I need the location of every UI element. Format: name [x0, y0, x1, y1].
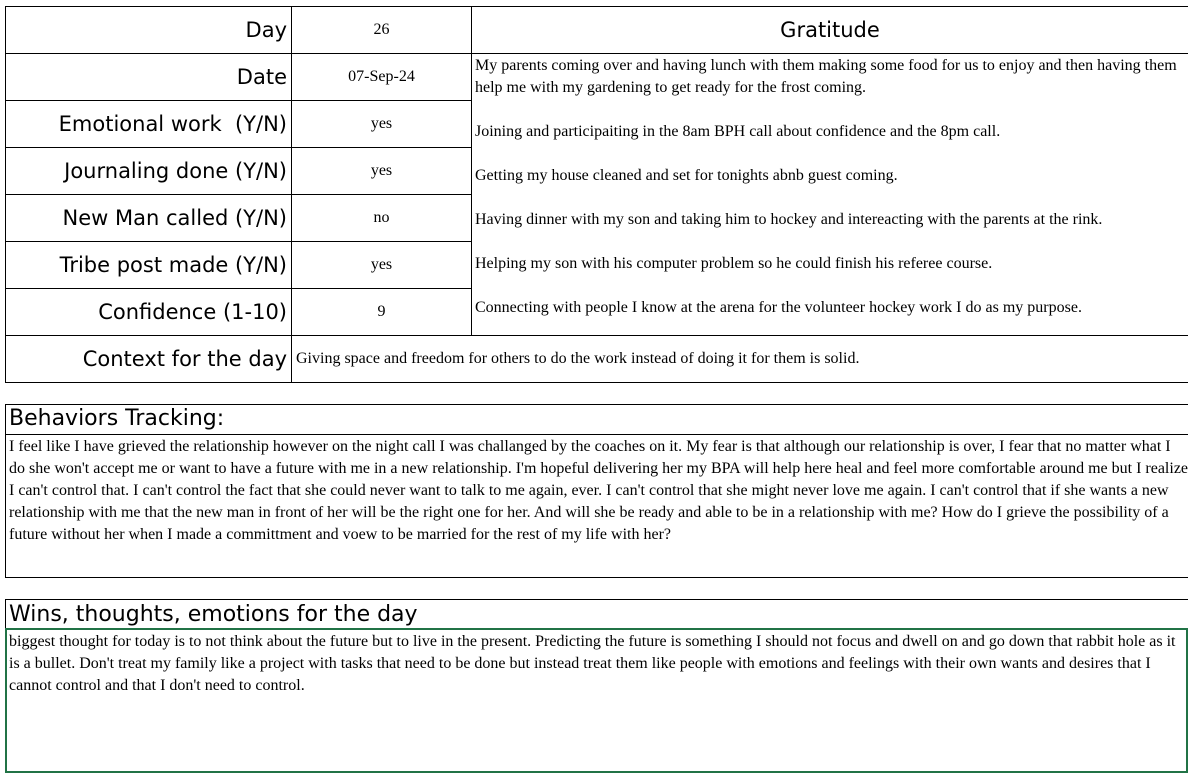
- new-man-called-label: New Man called (Y/N): [62, 206, 287, 230]
- emotional-work-value[interactable]: yes: [370, 115, 393, 132]
- behaviors-text[interactable]: I feel like I have grieved the relationship however on the night call I was challanged by the coaches on it. My fear is that although our relationship is over, I fear that no matter what I do she won't accept me or want to have a future with me in a new relationship. I'm hopeful delivering her my BPA will help here heal and feel more comfortable around me but I realize I can't control that. I can't control the fact that she could never want to talk to me again, ever. I can't control that she might never love me again. I can't control that if she wants a new relationship with me that the new man in front of her will be the right one for her. And will she be ready and able to be in a relationship with me? How do I grieve the possibility of a future without her when I made a committment and voew to be married for the rest of my life with her?: [9, 438, 1189, 543]
- emotional-work-label: Emotional work (Y/N): [58, 112, 287, 136]
- journaling-label: Journaling done (Y/N): [64, 159, 287, 183]
- gratitude-title: Gratitude: [780, 18, 880, 42]
- new-man-called-value[interactable]: no: [373, 209, 390, 226]
- context-value[interactable]: Giving space and freedom for others to do the work instead of doing it for them is solid.: [296, 350, 860, 367]
- wins-text[interactable]: biggest thought for today is to not think about the future but to live in the present. Predicting the future is something I should not focus and dwell on and go down that rabbit hole as it is a bullet. Don't treat my family like a project with tasks that need to be done but instead treat them like people with emotions and feelings with their own wants and desires that I cannot control and that I don't need to control.: [9, 633, 1176, 694]
- tribe-post-value[interactable]: yes: [370, 256, 393, 273]
- confidence-label: Confidence (1-10): [98, 300, 287, 324]
- tribe-post-label: Tribe post made (Y/N): [59, 253, 287, 277]
- context-label: Context for the day: [82, 347, 287, 371]
- journaling-value[interactable]: yes: [370, 162, 393, 179]
- date-value[interactable]: 07-Sep-24: [348, 68, 415, 85]
- behaviors-title: Behaviors Tracking:: [9, 406, 225, 431]
- gratitude-item[interactable]: Connecting with people I know at the arena for the volunteer hockey work I do as my purpose.: [475, 299, 1082, 316]
- day-value[interactable]: 26: [373, 21, 390, 38]
- day-label: Day: [245, 18, 287, 42]
- date-label: Date: [236, 65, 287, 89]
- gratitude-item[interactable]: Having dinner with my son and taking him to hockey and intereacting with the parents at the rink.: [475, 211, 1103, 228]
- confidence-value[interactable]: 9: [377, 303, 386, 320]
- gratitude-item[interactable]: Helping my son with his computer problem so he could finish his referee course.: [475, 255, 993, 272]
- gratitude-item[interactable]: Joining and participaiting in the 8am BPH call about confidence and the 8pm call.: [475, 123, 1001, 140]
- wins-title: Wins, thoughts, emotions for the day: [9, 602, 418, 627]
- gratitude-item[interactable]: Getting my house cleaned and set for tonights abnb guest coming.: [475, 167, 898, 184]
- gratitude-item[interactable]: My parents coming over and having lunch with them making some food for us to enjoy and then having them help me with my gardening to get ready for the frost coming.: [475, 57, 1177, 96]
